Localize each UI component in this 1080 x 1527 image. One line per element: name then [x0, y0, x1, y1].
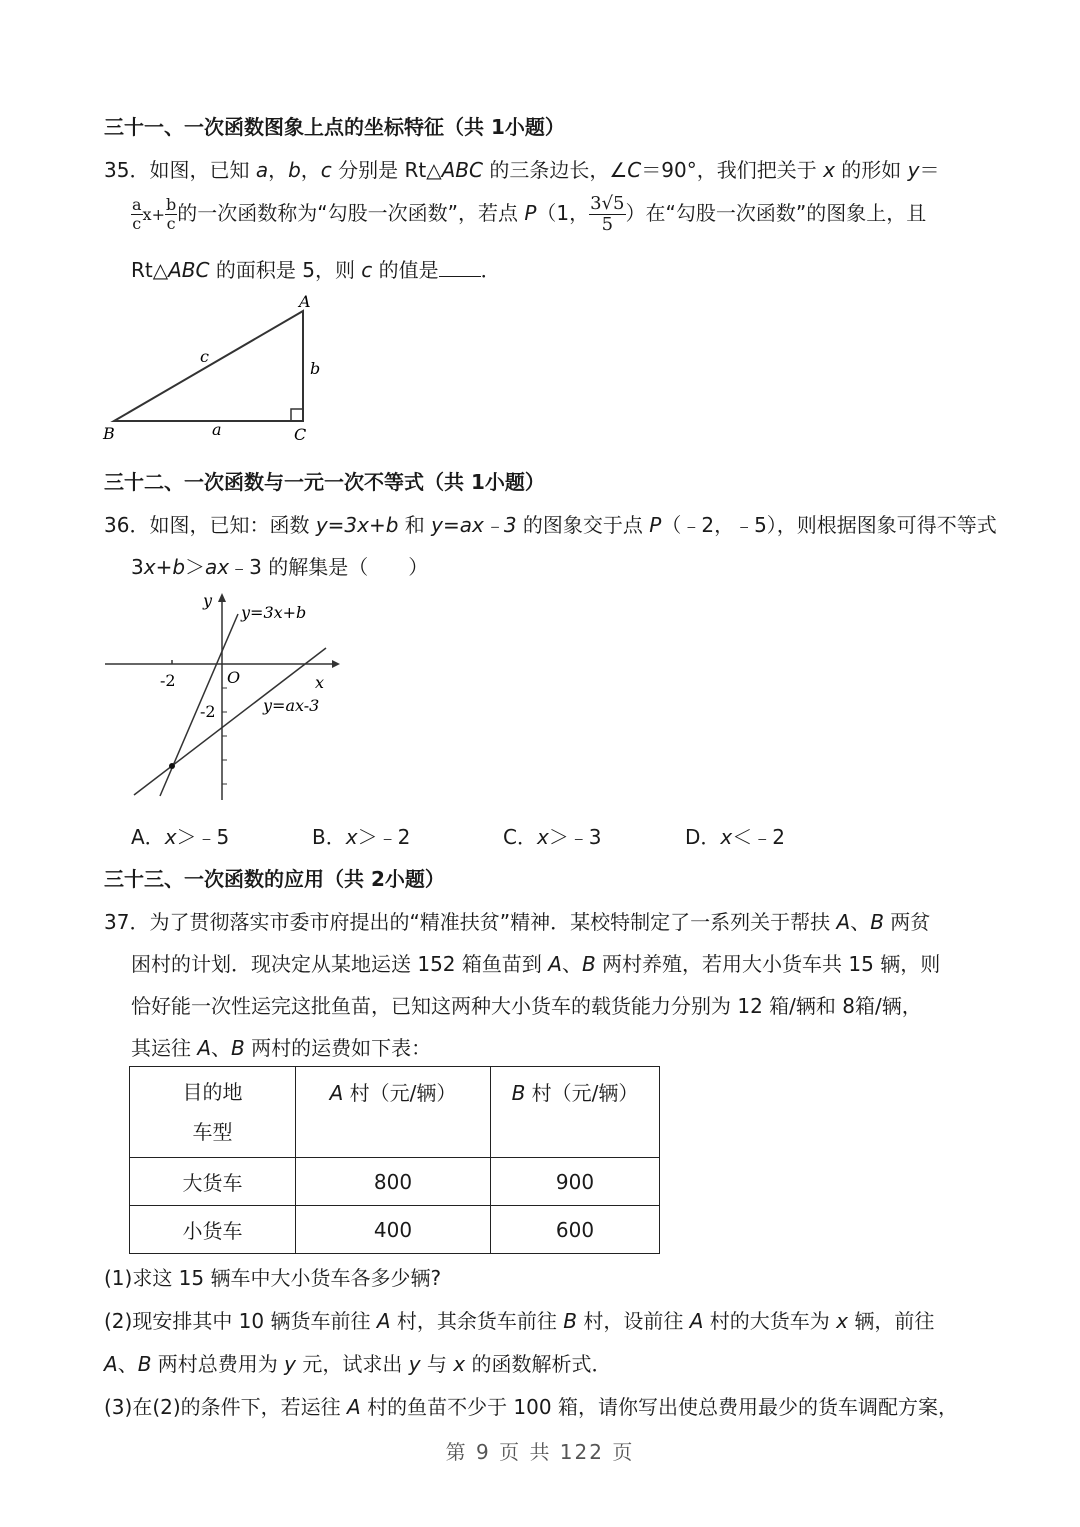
section-heading-31: 三十一、一次函数图象上点的坐标特征（共 1小题） — [104, 115, 565, 139]
line-label-ax-minus-3: y=ax-3 — [263, 696, 320, 715]
y-axis-arrow — [218, 593, 226, 602]
q35-line-1: 35．如图，已知 a，b，c 分别是 Rt△ABC 的三条边长，∠C＝90°，我们把关于 x 的形如 y＝ — [104, 158, 940, 182]
side-label-c: c — [200, 347, 209, 366]
table-cell: 400 — [296, 1206, 491, 1254]
side-label-b: b — [310, 359, 321, 378]
q37-part-2-line-1: (2)现安排其中 10 辆货车前往 A 村，其余货车前往 B 村，设前往 A 村的大货车为 x 辆，前往 — [104, 1309, 935, 1333]
q37-line-4: 其运往 A、B 两村的运费如下表： — [131, 1036, 432, 1060]
page-footer: 第 9 页 共 122 页 — [445, 1440, 635, 1464]
side-label-a: a — [212, 420, 222, 439]
fraction-a-over-c: $\frac{a}{c}$ — [132, 195, 142, 233]
option-a[interactable]: A．x＞﹣5 — [131, 825, 230, 849]
table-cell: 小货车 — [130, 1206, 296, 1254]
option-c[interactable]: C．x＞﹣3 — [503, 825, 602, 849]
table-header-cell: B 村（元/辆） — [491, 1067, 660, 1158]
table-cell: 800 — [296, 1158, 491, 1206]
right-triangle-figure — [100, 290, 330, 450]
table-row — [130, 1158, 660, 1206]
linear-functions-graph — [100, 590, 340, 805]
q36-line-2: 3x+b＞ax﹣3 的解集是（ ） — [131, 555, 429, 579]
right-angle-mark — [291, 409, 303, 421]
option-d[interactable]: D．x＜﹣2 — [685, 825, 785, 849]
q37-part-2-line-2: A、B 两村总费用为 y 元，试求出 y 与 x 的函数解析式． — [104, 1352, 612, 1376]
fraction-3root5-over-5: $\frac{3√5}{5}$ — [590, 193, 625, 235]
line-label-3x-plus-b: y=3x+b — [241, 603, 307, 622]
x-axis-label: x — [315, 673, 325, 692]
answer-blank — [439, 276, 481, 277]
q37-line-2: 困村的计划．现决定从某地运送 152 箱鱼苗到 A、B 两村养殖，若用大小货车共 15 辆，则 — [131, 952, 941, 976]
table-cell: 600 — [491, 1206, 660, 1254]
section-heading-32: 三十二、一次函数与一元一次不等式（共 1小题） — [104, 470, 545, 494]
fraction-b-over-c: $\frac{b}{c}$ — [165, 195, 177, 233]
vertex-label-b: B — [103, 424, 115, 443]
section-heading-33: 三十三、一次函数的应用（共 2小题） — [104, 867, 445, 891]
q37-line-1: 37．为了贯彻落实市委市府提出的“精准扶贫”精神．某校特制定了一系列关于帮扶 A、B 两贫 — [104, 910, 931, 934]
x-tick-label-neg2: -2 — [160, 671, 176, 690]
intersection-point-p — [169, 763, 175, 769]
table-header-cell: A 村（元/辆） — [296, 1067, 491, 1158]
q37-line-3: 恰好能一次性运完这批鱼苗，已知这两种大小货车的载货能力分别为 12 箱/辆和 8箱/辆， — [131, 994, 922, 1018]
q37-part-3: (3)在(2)的条件下，若运往 A 村的鱼苗不少于 100 箱，请你写出使总费用最少的货车调配方案， — [104, 1395, 958, 1419]
q35-line-2: $\frac{a}{c}$ x+ $\frac{b}{c}$ 的一次函数称为“勾股一次函数”，若点 P（1， $\frac{3√5}{5}$ ）在“勾股一次函数”的图象上，且 — [132, 193, 927, 235]
origin-label: O — [227, 668, 241, 687]
x-axis-arrow — [332, 660, 340, 668]
q36-line-1: 36．如图，已知：函数 y=3x+b 和 y=ax﹣3 的图象交于点 P（﹣2，﹣5），则根据图象可得不等式 — [104, 513, 997, 537]
q35-line-3: Rt△ABC 的面积是 5，则 c 的值是 ． — [131, 258, 501, 282]
q37-part-1: (1)求这 15 辆车中大小货车各多少辆? — [104, 1266, 442, 1290]
y-axis-label: y — [203, 591, 213, 610]
vertex-label-c: C — [294, 425, 307, 444]
triangle-outline — [114, 311, 303, 421]
table-header-cell: 目的地 车型 — [130, 1067, 296, 1158]
y-tick-label-neg2: -2 — [200, 702, 216, 721]
table-cell: 900 — [491, 1158, 660, 1206]
vertex-label-a: A — [299, 292, 311, 311]
freight-cost-table — [129, 1066, 660, 1254]
table-cell: 大货车 — [130, 1158, 296, 1206]
option-b[interactable]: B．x＞﹣2 — [312, 825, 411, 849]
table-header-row — [130, 1067, 660, 1158]
table-row — [130, 1206, 660, 1254]
